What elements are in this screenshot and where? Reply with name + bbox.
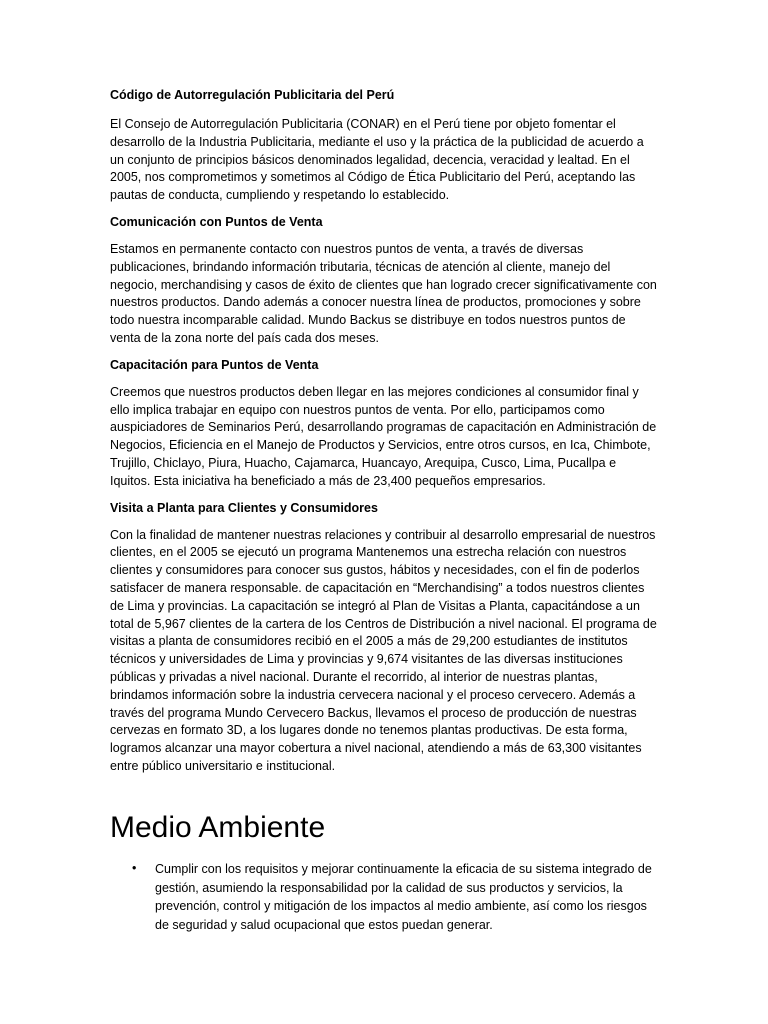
document-page	[110, 80, 658, 935]
list-item	[110, 860, 658, 935]
environment-bullet-list	[110, 860, 658, 935]
section-heading-communication: Comunicación con Puntos de Venta	[110, 214, 323, 229]
section-heading-training: Capacitación para Puntos de Venta	[110, 357, 319, 372]
section-body-training: Creemos que nuestros productos deben llegar en las mejores condiciones al consumidor final y ello implica trabajar en equipo con nuestros puntos de venta. Por ello, participamos como auspiciadores de Seminarios Perú, desarrollando programas de capacitación en Administración de Negocios, Eficiencia en el Manejo de Productos y Servicios, entre otros cursos, en Ica, Chimbote, Trujillo, Chiclayo, Piura, Huacho, Cajamarca, Huancayo, Arequipa, Cusco, Lima, Pucallpa e Iquitos. Esta iniciativa ha beneficiado a más de 23,400 pequeños empresarios.	[110, 384, 657, 488]
section-body-conar: El Consejo de Autorregulación Publicitaria (CONAR) en el Perú tiene por objeto fomentar el desarrollo de la Industria Publicitaria, mediante el uso y la práctica de la publicidad de acuerdo a un conjunto de principios básicos denominados legalidad, decencia, veracidad y lealtad. En el 2005, nos comprometimos y sometimos al Código de Ética Publicitario del Perú, aceptando las pautas de conducta, cumpliendo y respetando lo establecido.	[110, 117, 644, 203]
list-item-text: Cumplir con los requisitos y mejorar continuamente la eficacia de su sistema integrado de gestión, asumiendo la responsabilidad por la calidad de sus productos y servicios, la prevención, control y mitigación de los impactos al medio ambiente, así como los riesgos de seguridad y salud ocupacional que estos puedan generar.	[155, 861, 652, 933]
section-heading-plant-visit: Visita a Planta para Clientes y Consumidores	[110, 500, 378, 515]
section-title-environment: Medio Ambiente	[110, 810, 326, 844]
bullet-icon: •	[132, 860, 137, 875]
section-body-communication: Estamos en permanente contacto con nuestros puntos de venta, a través de diversas publicaciones, brindando información tributaria, técnicas de atención al cliente, manejo del negocio, merchandising y casos de éxito de clientes que han logrado crecer significativamente con nuestros productos. Dando además a conocer nuestra línea de productos, promociones y sobre todo nuestra incomparable calidad. Mundo Backus se distribuye en todos nuestros puntos de venta de la zona norte del país cada dos meses.	[110, 241, 657, 345]
section-body-plant-visit: Con la finalidad de mantener nuestras relaciones y contribuir al desarrollo empresarial de nuestros clientes, en el 2005 se ejecutó un programa Mantenemos una estrecha relación con nuestros clientes y consumidores para conocer sus gustos, hábitos y necesidades, con el fin de poderlos satisfacer de manera responsable. de capacitación en “Merchandising” a todos nuestros clientes de Lima y provincias. La capacitación se integró al Plan de Visitas a Planta, capacitándose a un total de 5,967 clientes de la cartera de los Centros de Distribución a nivel nacional. El programa de visitas a planta de consumidores recibió en el 2005 a más de 29,200 estudiantes de institutos técnicos y universidades de Lima y provincias y 9,674 visitantes de las diversas instituciones públicas y privadas a nivel nacional. Durante el recorrido, al interior de nuestras plantas, brindamos información sobre la industria cervecera nacional y el proceso cervecero. Además a través del programa Mundo Cervecero Backus, llevamos el proceso de producción de nuestras cervezas en formato 3D, a los lugares donde no tenemos plantas productivas. De esta forma, logramos alcanzar una mayor cobertura a nivel nacional, atendiendo a más de 63,300 visitantes entre público universitario e institucional.	[110, 527, 657, 773]
section-heading-conar: Código de Autorregulación Publicitaria del Perú	[110, 88, 395, 102]
